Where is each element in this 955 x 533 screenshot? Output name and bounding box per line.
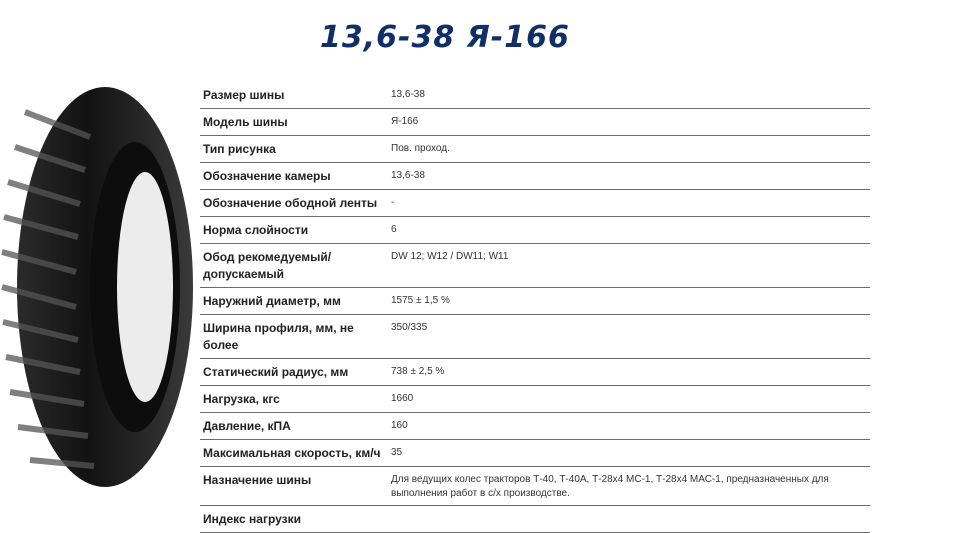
spec-label: Тип рисунка <box>200 136 388 163</box>
spec-value: 13,6-38 <box>388 163 870 190</box>
spec-row <box>200 413 870 440</box>
spec-row <box>200 386 870 413</box>
spec-row <box>200 467 870 506</box>
spec-value: 6 <box>388 217 870 244</box>
spec-label: Обозначение камеры <box>200 163 388 190</box>
spec-row <box>200 359 870 386</box>
spec-label: Индекс нагрузки <box>200 506 388 533</box>
spec-row <box>200 506 870 533</box>
spec-label: Наружний диаметр, мм <box>200 288 388 315</box>
spec-label: Нагрузка, кгс <box>200 386 388 413</box>
spec-row <box>200 440 870 467</box>
spec-label: Размер шины <box>200 82 388 109</box>
spec-row <box>200 82 870 109</box>
spec-value: 35 <box>388 440 870 467</box>
spec-row <box>200 244 870 288</box>
spec-label: Назначение шины <box>200 467 388 506</box>
spec-label: Максимальная скорость, км/ч <box>200 440 388 467</box>
spec-value: 350/335 <box>388 315 870 359</box>
spec-row <box>200 217 870 244</box>
spec-value: Я-166 <box>388 109 870 136</box>
spec-label: Обод рекомедуемый/допускаемый <box>200 244 388 288</box>
tractor-tire-image <box>0 82 200 487</box>
spec-label: Статический радиус, мм <box>200 359 388 386</box>
tire-spec-table <box>200 82 870 533</box>
spec-row <box>200 315 870 359</box>
page-title: 13,6-38 Я-166 <box>320 20 570 55</box>
spec-label: Ширина профиля, мм, не более <box>200 315 388 359</box>
spec-row <box>200 288 870 315</box>
spec-row <box>200 190 870 217</box>
spec-row <box>200 163 870 190</box>
spec-value: 160 <box>388 413 870 440</box>
spec-row <box>200 109 870 136</box>
spec-value: Для ведущих колес тракторов Т-40, Т-40А, Т-28х4 МС-1, Т-28х4 МАС-1, предназначенных для выполнения работ в с/х производстве. <box>388 467 870 506</box>
spec-label: Норма слойности <box>200 217 388 244</box>
spec-value: 738 ± 2,5 % <box>388 359 870 386</box>
spec-row <box>200 136 870 163</box>
spec-label: Модель шины <box>200 109 388 136</box>
spec-value: 1575 ± 1,5 % <box>388 288 870 315</box>
spec-value: Пов. проход. <box>388 136 870 163</box>
spec-value: DW 12; W12 / DW11; W11 <box>388 244 870 288</box>
spec-label: Давление, кПА <box>200 413 388 440</box>
spec-value: 13,6-38 <box>388 82 870 109</box>
spec-value: - <box>388 190 870 217</box>
spec-label: Обозначение ободной ленты <box>200 190 388 217</box>
spec-value: 1660 <box>388 386 870 413</box>
spec-value <box>388 506 870 533</box>
